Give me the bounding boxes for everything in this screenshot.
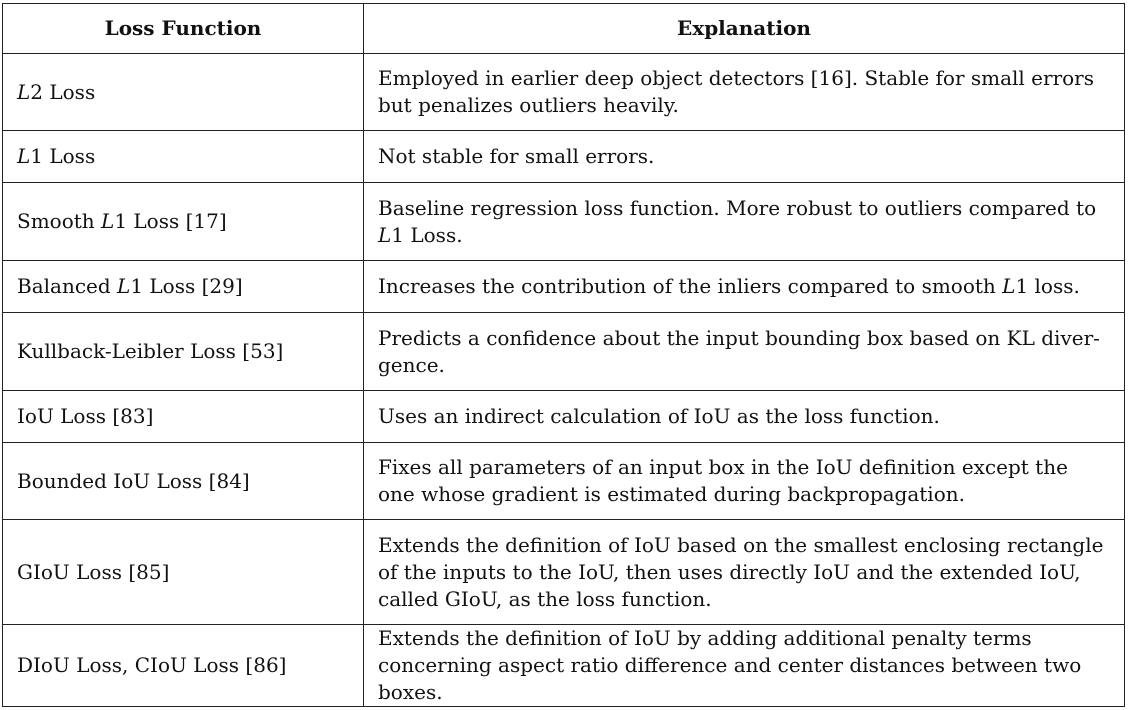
column-header-loss-function: Loss Function [3, 4, 364, 54]
cell-text: Kullback-Leibler Loss [53] [17, 339, 284, 363]
table-row [3, 520, 1125, 625]
cell-text: 2 Loss [30, 79, 96, 104]
math-symbol: L [378, 222, 392, 247]
table-row [3, 261, 1125, 313]
math-symbol: L [17, 79, 31, 104]
math-symbol: L [17, 144, 31, 168]
loss-function-table [2, 3, 1125, 707]
cell-text: Balanced [17, 274, 118, 298]
loss-function-cell [3, 391, 364, 443]
cell-text: Bounded IoU Loss [84] [17, 468, 250, 493]
cell-text: IoU Loss [83] [17, 404, 154, 428]
loss-function-cell [3, 625, 364, 707]
table-row [3, 313, 1125, 391]
cell-text: DIoU Loss, CIoU Loss [86] [17, 653, 287, 677]
cell-text: Not stable for small errors. [378, 144, 655, 168]
loss-function-cell [3, 183, 364, 261]
cell-text: Predicts a confidence about the input bounding box based on KL divergence. [378, 325, 1100, 377]
cell-text: Baseline regression loss function. More robust to outliers compared to [378, 195, 1097, 220]
cell-text: Increases the contribution of the inliers compared to smooth [378, 274, 1003, 298]
loss-function-cell [3, 520, 364, 625]
math-symbol: L [117, 274, 131, 298]
table-body [3, 54, 1125, 707]
explanation-cell [364, 131, 1125, 183]
table-header-row [3, 4, 1125, 54]
explanation-cell [364, 520, 1125, 625]
loss-function-cell [3, 443, 364, 520]
explanation-cell [364, 391, 1125, 443]
explanation-cell [364, 183, 1125, 261]
cell-text: Smooth [17, 209, 102, 233]
explanation-cell [364, 261, 1125, 313]
cell-text: Uses an indirect calculation of IoU as the loss function. [378, 404, 940, 428]
table-row [3, 54, 1125, 131]
explanation-cell [364, 443, 1125, 520]
math-symbol: L [1002, 274, 1016, 298]
table-row [3, 443, 1125, 520]
column-header-explanation: Explanation [364, 4, 1125, 54]
cell-text: Employed in earlier deep object detectors [16]. Stable for small errors but penalizes outliers heavily. [378, 66, 1094, 117]
table-row [3, 625, 1125, 707]
table-row [3, 391, 1125, 443]
table-row [3, 131, 1125, 183]
table-row [3, 183, 1125, 261]
explanation-cell [364, 313, 1125, 391]
loss-function-cell [3, 261, 364, 313]
loss-function-cell [3, 131, 364, 183]
explanation-cell [364, 54, 1125, 131]
cell-text: Fixes all parameters of an input box in the IoU definition except the one whose gradient is estimated during backpropagation. [378, 455, 1068, 506]
cell-text: 1 loss. [1015, 274, 1080, 298]
cell-text: GIoU Loss [85] [17, 559, 170, 584]
cell-text: 1 Loss. [391, 222, 463, 247]
cell-text: 1 Loss [17] [114, 209, 227, 233]
explanation-cell [364, 625, 1125, 707]
math-symbol: L [101, 209, 115, 233]
loss-function-cell [3, 54, 364, 131]
loss-function-cell [3, 313, 364, 391]
cell-text: 1 Loss [29] [130, 274, 243, 298]
cell-text: 1 Loss [30, 144, 96, 168]
cell-text: Extends the definition of IoU by adding additional penalty terms concerning aspect ratio difference and center distances between two boxes. [378, 626, 1082, 704]
cell-text: Extends the definition of IoU based on the smallest enclosing rectangle of the inputs to the IoU, then uses directly IoU and the extended IoU, called GIoU, as the loss function. [378, 532, 1104, 611]
